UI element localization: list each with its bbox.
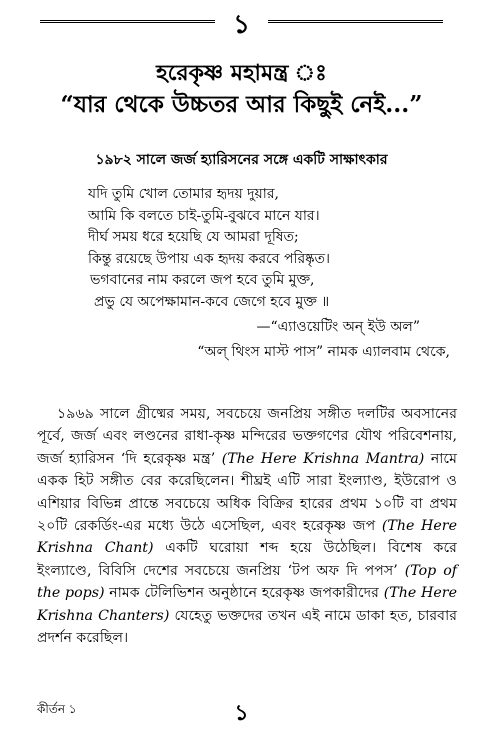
body-text-segment: যেহেতু ভক্তদের তখন এই নামে ডাকা হত, চারবার প্রদর্শন করেছিল। [37, 607, 457, 647]
poem-line: প্রভু যে অপেক্ষামান-কবে জেগে হবে মুক্ত ॥ [94, 293, 330, 310]
english-phrase: (The Here Krishna Mantra) [221, 450, 425, 467]
body-text-segment: নামক টেলিভিশন অনুষ্ঠানে হরেকৃষ্ণ জপকারীদের [109, 585, 379, 602]
body-text-segment: নামে একক হিট সঙ্গীত বের করেছিলেন। শীঘ্রই এটি সারা ইংল্যাণ্ড, ইউরোপ ও এশিয়ার বিভিন্ন প্রান্তে সবচেয়ে অধিক বিক্রির হারের প্রথম ১০টি বা প্রথম ২০টি রেকর্ডিং-এর মধ্যে উঠে এসেছিল, এবং হরেকৃষ্ণ জপ [37, 450, 458, 535]
chapter-header [40, 8, 443, 38]
body-paragraph [37, 403, 457, 649]
english-phrase: (The Here Krishna Chanters) [37, 585, 457, 624]
footer-page-number: ১ [234, 700, 249, 726]
page-title: হরেকৃষ্ণ মহামন্ত্র ঃ [156, 60, 327, 86]
poem-attribution-song: —“এ্যাওয়েটিং অন্ ইউ অল” [256, 319, 420, 335]
poem-line: যদি তুমি খোল তোমার হৃদয় দুয়ার, [88, 186, 279, 202]
poem-line: কিন্তু রয়েছে উপায় এক হৃদয় করবে পরিষ্কৃত। [88, 250, 331, 267]
poem-line: ভগবানের নাম করলে জপ হবে তুমি মুক্ত, [90, 272, 315, 288]
poem-line: আমি কি বলতে চাই-তুমি-বুঝবে মানে যার। [88, 207, 320, 224]
english-phrase: (Top of the pops) [37, 562, 457, 602]
poem-block [88, 184, 458, 313]
body-text-segment: একটি ঘরোয়া শব্দ হয়ে উঠেছিল। বিশেষ করে ইংল্যাণ্ডে, বিবিসি দেশের সবচেয়ে জনপ্রিয় ‘টপ অফ দি পপস’ [37, 540, 457, 579]
footer-running-title: কীর্তন ১ [37, 702, 77, 716]
page-title-quote: “যার থেকে উচ্চতর আর কিছুই নেই...” [60, 91, 423, 118]
body-text-segment: ১৯৬৯ সালে গ্রীষ্মের সময়, সবচেয়ে জনপ্রিয় সঙ্গীত দলটির অবসানের পূর্বে, জর্জ এবং লণ্ডনের রাধা-কৃষ্ণ মন্দিরের ভক্তগণের যৌথ পরিবেশনায়, জর্জ হ্যারিসন ‘দি হরেকৃষ্ণ মন্ত্র’ [37, 406, 457, 467]
interview-subtitle: ১৯৮২ সালে জর্জ হ্যারিসনের সঙ্গে একটি সাক্ষাৎকার [95, 152, 388, 168]
poem-line: দীর্ঘ সময় ধরে হয়েছি যে আমরা দূষিত; [88, 229, 299, 245]
chapter-number: ১ [233, 10, 250, 40]
header-rule-right [268, 20, 443, 26]
english-phrase: (The Here Krishna Chant) [37, 518, 457, 557]
poem-attribution-album: “অল্ থিংস মাস্ট পাস” নামক এ্যালবাম থেকে, [197, 344, 450, 360]
